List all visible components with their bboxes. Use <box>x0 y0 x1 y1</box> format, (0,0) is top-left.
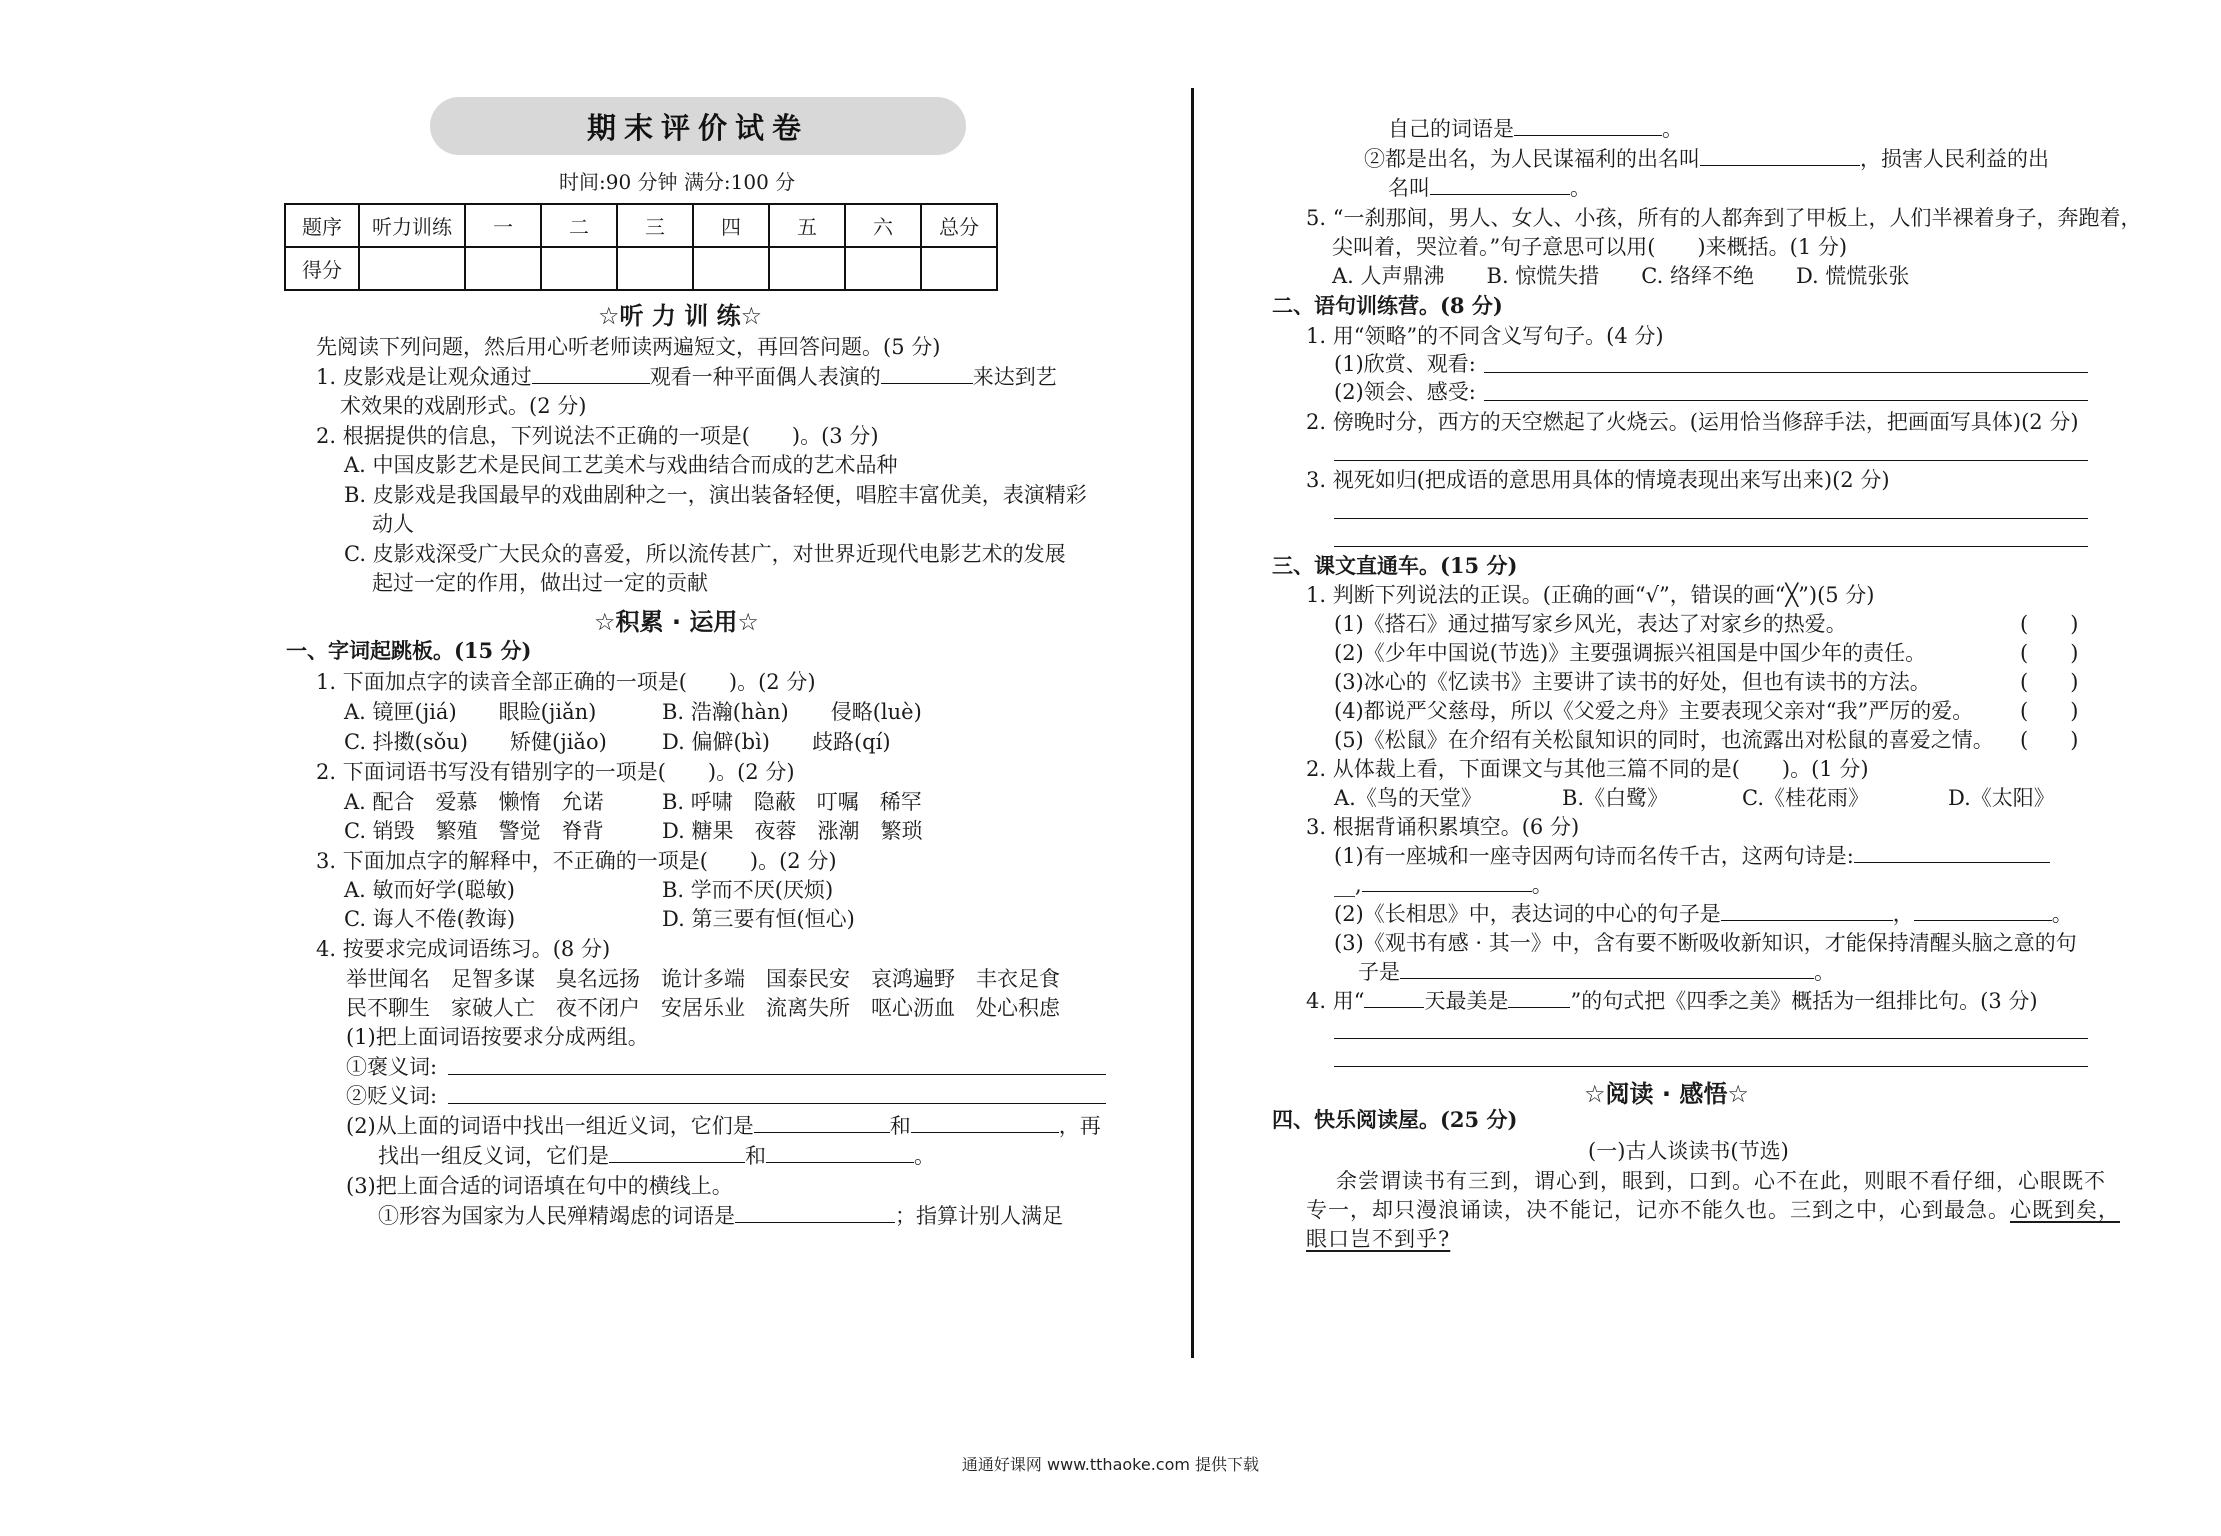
answer-blank[interactable] <box>735 1202 895 1223</box>
option-b: B.《白鹭》 <box>1562 786 1669 810</box>
score-cell[interactable] <box>921 247 997 290</box>
judge-answer-box[interactable]: ( ) <box>2020 641 2079 665</box>
score-cell[interactable] <box>359 247 465 290</box>
question-text: (1)有一座城和一座寺因两句诗而名传千古，这两句诗是: <box>1334 844 1854 868</box>
question-text: 。 <box>1814 960 1835 984</box>
answer-line[interactable] <box>1334 546 2088 547</box>
option-b: B. 皮影戏是我国最早的戏曲剧种之一，演出装备轻便，唱腔丰富优美，表演精彩 <box>344 483 1087 507</box>
p1-question-5: 5. “一刹那间，男人、女人、小孩，所有的人都奔到了甲板上，人们半裸着身子，奔跑着， <box>1306 206 2142 230</box>
option-a: A. 配合 爱慕 懒惰 允诺 <box>344 790 604 814</box>
reading-title: (一)古人谈读书(节选) <box>1588 1139 1789 1163</box>
reading-paragraph-line: 余尝谓读书有三到，谓心到，眼到，口到。心不在此，则眼不看仔细，心眼既不 <box>1336 1169 2106 1193</box>
p3q3-item-1 <box>1334 842 2050 870</box>
option-c: C. 皮影戏深受广大民众的喜爱，所以流传甚广，对世界近现代电影艺术的发展 <box>344 542 1066 566</box>
word-list-row-1: 举世闻名 足智多谋 臭名远扬 诡计多端 国泰民安 哀鸿遍野 丰衣足食 <box>346 967 1060 991</box>
score-row-label: 得分 <box>285 247 359 290</box>
question-text: __, <box>1334 873 1362 897</box>
score-cell[interactable] <box>845 247 921 290</box>
answer-line[interactable] <box>1484 372 2088 373</box>
p3-question-4 <box>1306 987 2038 1015</box>
listening-intro: 先阅读下列问题，然后用心听老师读两遍短文，再回答问题。(5 分) <box>316 335 941 359</box>
answer-blank[interactable] <box>1700 145 1860 166</box>
p1-question-1: 1. 下面加点字的读音全部正确的一项是( )。(2 分) <box>316 670 816 694</box>
option-b: B. 学而不厌(厌烦) <box>662 878 834 902</box>
section-heading-reading: ☆阅读 · 感悟☆ <box>1584 1080 1749 1108</box>
p3q3-item-1-cont <box>1334 871 1553 899</box>
score-header-cell: 总分 <box>921 204 997 247</box>
section-heading-listening: ☆听 力 训 练☆ <box>598 302 763 330</box>
answer-line[interactable] <box>1334 1066 2088 1067</box>
p2-question-2: 2. 傍晚时分，西方的天空燃起了火烧云。(运用恰当修辞手法，把画面写具体)(2 分) <box>1306 410 2079 434</box>
underlined-sentence: 眼口岂不到乎? <box>1306 1227 1451 1251</box>
p3q3-item-3-cont <box>1358 958 1835 986</box>
p1-question-5-cont: 尖叫着，哭泣着。”句子意思可以用( )来概括。(1 分) <box>1332 235 1848 259</box>
question-text: ②都是出名，为人民谋福利的出名叫 <box>1364 147 1700 171</box>
p1q4-sub-3a <box>378 1202 1063 1230</box>
p2q1-b-label: (2)领会、感受: <box>1334 380 1476 404</box>
question-text: (2)《长相思》中，表达词的中心的句子是 <box>1334 902 1721 926</box>
question-2: 2. 根据提供的信息，下列说法不正确的一项是( )。(3 分) <box>316 424 879 448</box>
question-text: ①形容为国家为人民殚精竭虑的词语是 <box>378 1204 735 1228</box>
score-cell[interactable] <box>541 247 617 290</box>
question-text: 4. 用“ <box>1306 989 1365 1013</box>
exam-title: 期末评价试卷 <box>430 97 966 155</box>
answer-blank[interactable] <box>754 1112 890 1133</box>
answer-line[interactable] <box>1334 518 2088 519</box>
question-1 <box>316 363 1057 391</box>
judge-item: (4)都说严父慈母，所以《父爱之舟》主要表现父亲对“我”严厉的爱。 <box>1334 699 1974 723</box>
score-header-cell: 题序 <box>285 204 359 247</box>
praise-words-label: ①褒义词: <box>346 1055 438 1079</box>
p1q4-sub-3: (3)把上面合适的词语填在句中的横线上。 <box>346 1174 733 1198</box>
p3q3-item-3: (3)《观书有感 · 其一》中，含有要不断吸收新知识，才能保持清醒头脑之意的句 <box>1334 931 2077 955</box>
answer-blank[interactable] <box>532 363 650 384</box>
option-a: A. 中国皮影艺术是民间工艺美术与戏曲结合而成的艺术品种 <box>344 453 898 477</box>
option-d: D. 第三要有恒(恒心) <box>662 907 855 931</box>
question-1-cont: 术效果的戏剧形式。(2 分) <box>340 394 587 418</box>
option-a: A.《鸟的天堂》 <box>1334 786 1482 810</box>
question-text: 自己的词语是 <box>1388 117 1514 141</box>
reading-paragraph-line <box>1306 1196 2120 1224</box>
answer-blank[interactable] <box>609 1142 745 1163</box>
answer-blank[interactable] <box>911 1112 1059 1133</box>
option-b: B. 呼啸 隐蔽 叮嘱 稀罕 <box>662 790 922 814</box>
answer-line[interactable] <box>448 1074 1106 1075</box>
judge-answer-box[interactable]: ( ) <box>2020 670 2079 694</box>
answer-line[interactable] <box>1484 400 2088 401</box>
score-header-cell: 六 <box>845 204 921 247</box>
p2-question-1: 1. 用“领略”的不同含义写句子。(4 分) <box>1306 324 1664 348</box>
question-text: 。 <box>2051 902 2073 926</box>
blame-words-label: ②贬义词: <box>346 1084 438 1108</box>
answer-blank[interactable] <box>1400 958 1814 979</box>
judge-item: (5)《松鼠》在介绍有关松鼠知识的同时，也流露出对松鼠的喜爱之情。 <box>1334 728 1994 752</box>
p1q4-sub-1: (1)把上面词语按要求分成两组。 <box>346 1025 649 1049</box>
option-c: C. 抖擞(sǒu) 矫健(jiǎo) <box>344 730 607 754</box>
part-2-heading: 二、语句训练营。(8 分) <box>1272 293 1503 318</box>
p1q4-sub-2 <box>346 1112 1101 1140</box>
question-text: ，损害人民利益的出 <box>1860 147 2049 171</box>
answer-line[interactable] <box>448 1103 1106 1104</box>
question-text: 名叫 <box>1388 176 1430 200</box>
question-text: ，再 <box>1058 1114 1101 1138</box>
question-text: ， <box>1892 902 1914 926</box>
answer-blank[interactable] <box>1514 115 1662 136</box>
answer-line[interactable] <box>1334 1038 2088 1039</box>
question-text: 。 <box>1531 873 1553 897</box>
score-cell[interactable] <box>617 247 693 290</box>
question-text: 找出一组反义词，它们是 <box>378 1144 609 1168</box>
score-table-header-row <box>285 204 997 247</box>
option-c: C. 诲人不倦(教诲) <box>344 907 516 931</box>
answer-blank[interactable] <box>881 363 973 384</box>
p1q4-sub-2-cont <box>378 1142 935 1170</box>
question-text: ；指算计别人满足 <box>895 1204 1063 1228</box>
judge-item: (2)《少年中国说(节选)》主要强调振兴祖国是中国少年的责任。 <box>1334 641 1927 665</box>
option-c: C.《桂花雨》 <box>1742 786 1869 810</box>
score-table <box>284 203 998 291</box>
exam-subtitle: 时间:90 分钟 满分:100 分 <box>559 170 796 194</box>
option-d: D.《太阳》 <box>1948 786 2055 810</box>
score-header-cell: 五 <box>769 204 845 247</box>
p2q1-a-label: (1)欣赏、观看: <box>1334 352 1476 376</box>
p2-question-3: 3. 视死如归(把成语的意思用具体的情境表现出来写出来)(2 分) <box>1306 468 1890 492</box>
question-text: 。 <box>1662 117 1683 141</box>
question-text: 天最美是 <box>1424 989 1509 1013</box>
score-cell[interactable] <box>769 247 845 290</box>
option-b-cont: 动人 <box>372 512 414 536</box>
option-c-cont: 起过一定的作用，做出过一定的贡献 <box>372 571 708 595</box>
right-line-2 <box>1364 145 2049 173</box>
option-c: C. 销毁 繁殖 警觉 脊背 <box>344 819 604 843</box>
option-d: D. 偏僻(bì) 歧路(qí) <box>662 730 891 754</box>
p3-question-3: 3. 根据背诵积累填空。(6 分) <box>1306 815 1580 839</box>
p3q3-item-2 <box>1334 900 2073 928</box>
question-text: 。 <box>914 1144 935 1168</box>
question-text: 来达到艺 <box>972 365 1057 389</box>
p1-question-4: 4. 按要求完成词语练习。(8 分) <box>316 937 611 961</box>
column-divider <box>1191 88 1194 1358</box>
answer-line[interactable] <box>1334 460 2088 461</box>
judge-answer-box[interactable]: ( ) <box>2020 612 2079 636</box>
score-cell[interactable] <box>693 247 769 290</box>
option-a: A. 镜匣(jiá) 眼睑(jiǎn) <box>344 700 597 724</box>
score-cell[interactable] <box>465 247 541 290</box>
question-text: 。 <box>1570 176 1591 200</box>
question-text: (2)从上面的词语中找出一组近义词，它们是 <box>346 1114 754 1138</box>
question-text: 和 <box>745 1144 766 1168</box>
underlined-sentence: 心既到矣， <box>2010 1198 2120 1222</box>
part-3-heading: 三、课文直通车。(15 分) <box>1272 553 1518 578</box>
question-text: ”的句式把《四季之美》概括为一组排比句。(3 分) <box>1570 989 2038 1013</box>
right-line-1 <box>1388 115 1683 143</box>
answer-blank[interactable] <box>1364 987 1424 1008</box>
answer-blank[interactable] <box>766 1142 914 1163</box>
score-table-score-row <box>285 247 997 290</box>
score-header-cell: 四 <box>693 204 769 247</box>
question-text: 子是 <box>1358 960 1400 984</box>
p1-question-3: 3. 下面加点字的解释中，不正确的一项是( )。(2 分) <box>316 849 837 873</box>
judge-item: (3)冰心的《忆读书》主要讲了读书的好处，但也有读书的方法。 <box>1334 670 1931 694</box>
judge-item: (1)《搭石》通过描写家乡风光，表达了对家乡的热爱。 <box>1334 612 1847 636</box>
judge-answer-box[interactable]: ( ) <box>2020 699 2079 723</box>
p3-question-2: 2. 从体裁上看，下面课文与其他三篇不同的是( )。(1 分) <box>1306 757 1869 781</box>
reading-paragraph-line <box>1306 1225 1450 1253</box>
p3-question-1: 1. 判断下列说法的正误。(正确的画“√”，错误的画“╳”)(5 分) <box>1306 583 1875 607</box>
answer-blank[interactable] <box>1721 900 1893 921</box>
reading-text: 专一，却只漫浪诵读，决不能记，记亦不能久也。三到之中，心到最急。 <box>1306 1198 2010 1222</box>
answer-blank[interactable] <box>1430 174 1570 195</box>
answer-blank[interactable] <box>1914 900 2052 921</box>
answer-blank[interactable] <box>1508 987 1570 1008</box>
option-b: B. 浩瀚(hàn) 侵略(luè) <box>662 700 922 724</box>
p1-question-2: 2. 下面词语书写没有错别字的一项是( )。(2 分) <box>316 760 795 784</box>
score-header-cell: 听力训练 <box>359 204 465 247</box>
question-text: 和 <box>889 1114 911 1138</box>
word-list-row-2: 民不聊生 家破人亡 夜不闭户 安居乐业 流离失所 呕心沥血 处心积虑 <box>346 996 1060 1020</box>
option-d: D. 糖果 夜蓉 涨潮 繁琐 <box>662 819 923 843</box>
page-footer: 通通好课网 www.tthaoke.com 提供下载 <box>961 1455 1260 1474</box>
judge-answer-box[interactable]: ( ) <box>2020 728 2079 752</box>
part-4-heading: 四、快乐阅读屋。(25 分) <box>1272 1107 1518 1132</box>
part-1-heading: 一、字词起跳板。(15 分) <box>286 638 532 663</box>
option-a: A. 敏而好学(聪敏) <box>344 878 515 902</box>
section-heading-accumulation: ☆积累 · 运用☆ <box>594 608 759 636</box>
question-text: 1. 皮影戏是让观众通过 <box>316 365 532 389</box>
right-line-3 <box>1388 174 1591 202</box>
p1-question-5-options: A. 人声鼎沸 B. 惊慌失措 C. 络绎不绝 D. 慌慌张张 <box>1332 264 1910 288</box>
answer-blank[interactable] <box>1362 871 1532 892</box>
score-header-cell: 三 <box>617 204 693 247</box>
question-text: 观看一种平面偶人表演的 <box>649 365 881 389</box>
answer-blank[interactable] <box>1854 842 2050 863</box>
score-header-cell: 二 <box>541 204 617 247</box>
score-header-cell: 一 <box>465 204 541 247</box>
